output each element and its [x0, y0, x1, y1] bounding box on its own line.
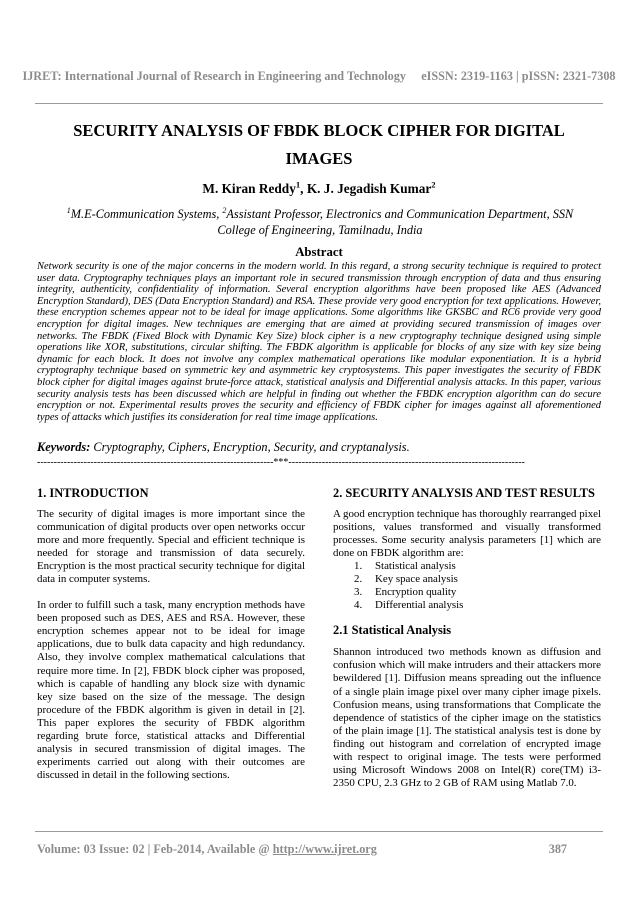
running-footer — [37, 842, 567, 857]
list-item — [354, 599, 601, 612]
list-item — [354, 560, 601, 573]
list-text: Differential analysis — [375, 599, 464, 612]
footer-divider — [35, 831, 603, 832]
list-number: 2. — [354, 573, 363, 586]
author-name: K. J. Jegadish Kumar — [306, 181, 432, 196]
paragraph: The security of digital images is more important since the communication of digital products over open networks occur more and more frequently. Special and efficient technique is needed for storage and transmission of data securely. Encryption is the most practical security technique for digital data in computer systems. — [37, 508, 305, 586]
abstract-heading: Abstract — [295, 245, 343, 259]
subsection-heading: 2.1 Statistical Analysis — [333, 623, 452, 638]
section-separator: -----------------------------------------------------------------------***----------------------------------------------------------------------- — [37, 457, 525, 468]
affiliation-text: Assistant Professor, Electronics and Communication Department, SSN College of Engineering, Tamilnadu, India — [217, 207, 574, 237]
affiliation-text: M.E-Communication Systems, — [70, 207, 223, 221]
section-heading: 1. INTRODUCTION — [37, 486, 149, 500]
abstract-body: Network security is one of the major concerns in the modern world. In this regard, a strong security technique is required to protect user data. Cryptography techniques plays an important role in secured transmission through encryption of data and thus ensuring integrity, authenticity, confidentiality of information. Several encryption algorithms have been proposed like AES (Advanced Encryption Standard), DES (Data Encryption Standard) and RSA. These provide very good encryption for text applications. However, these encryption schemes appear not to be ideal for image applications. Some algorithms like GKSBC and RC6 provide very good encryption for digital images. New techniques are emerging that are aimed at providing secured transmission of images over networks. The FBDK (Fixed Block with Dynamic Key Size) block cipher is a new cryptography technique designed using simple operations like XOR, substitutions, circular shifting. The FBDK algorithm is applicable for blocks of any size with key size being dynamic for each block. It does not involve any complex mathematical operations like modular exponentiation. It is a hybrid cryptography technique based on symmetric key and asymmetric key cryptosystems. This paper investigates the security of FBDK block cipher for digital images against brute-force attack, statistical analysis and Differential analysis attacks. In this paper, various security analysis tests has been discussed which are helpful in finding out whether the FBDK encryption algorithm can do secure encryption or not. Experimental results proves the security and efficiency of FBDK cipher for images against all aforementioned types of attacks which justifies its consideration for real time image applications. — [37, 261, 601, 423]
author-separator: , — [300, 181, 307, 196]
journal-name: IJRET: International Journal of Research in Engineering and Technology — [22, 69, 406, 83]
running-header — [0, 69, 638, 84]
author-superscript: 2 — [431, 179, 436, 190]
section-heading: 2. SECURITY ANALYSIS AND TEST RESULTS — [333, 486, 595, 500]
paragraph: In order to fulfill such a task, many encryption methods have been proposed such as DES, AES and RSA. However, these encryption schemes appear not to be ideal for image applications, due to bulk data capacity and high redundancy. Also, they involve complex mathematical calculations that require more time. In [2], FBDK block cipher was proposed, which is capable of handling any block size with dynamic key size based on the size of the message. The design procedure of the FBDK algorithm is given in detail in [2]. This paper explores the security of FBDK algorithm regarding brute force, statistical attacks and Differential analysis in secured transmission of digital images. The experiments carried out along with their outcomes are discussed in detail in the following sections. — [37, 599, 305, 781]
list-number: 3. — [354, 586, 363, 599]
list-text: Statistical analysis — [375, 560, 456, 573]
header-divider — [35, 103, 603, 104]
list-number: 4. — [354, 599, 363, 612]
affiliation-superscript: 2 — [222, 205, 227, 215]
list-number: 1. — [354, 560, 363, 573]
author-superscript: 1 — [295, 179, 301, 190]
page-number: 387 — [548, 842, 567, 856]
keywords-text: Cryptography, Ciphers, Encryption, Security, and cryptanalysis. — [90, 440, 410, 454]
list-item — [354, 573, 601, 586]
footer-volume-text: Volume: 03 Issue: 02 | Feb-2014, Available @ — [37, 842, 273, 856]
journal-url-link[interactable]: http://www.ijret.org — [272, 842, 377, 856]
affiliation-superscript: 1 — [66, 205, 71, 215]
list-text: Key space analysis — [375, 573, 458, 586]
footer-volume — [37, 842, 377, 857]
list-item — [354, 586, 601, 599]
list-text: Encryption quality — [375, 586, 457, 599]
left-column — [37, 486, 305, 782]
right-column — [333, 486, 601, 790]
analysis-list — [354, 560, 601, 612]
paragraph: A good encryption technique has thoroughly rearranged pixel positions, values transformed and visually transformed processes. Some security analysis parameters [1] which are done on FBDK algorithm are: — [333, 508, 601, 560]
affiliation — [50, 206, 590, 238]
paper-title: SECURITY ANALYSIS OF FBDK BLOCK CIPHER FOR DIGITAL IMAGES — [73, 121, 565, 168]
author-name: M. Kiran Reddy — [202, 181, 296, 196]
author-line — [0, 181, 638, 197]
paragraph: Shannon introduced two methods known as diffusion and confusion which will make intruders and their attackers more bewildered [1]. Diffusion means spreading out the influence of a single plain image pixel over many cipher image pixels. Confusion means, using transformations that Complicate the dependence of statistics of the cipher image on the statistics of the plain image [1]. The statistical analysis test is done by finding out histogram and correlation of encrypted image with respect to original image. The tests were performed using Microsoft Windows 2008 on Intel(R) core(TM) i3-2350 CPU, 2.3 GHz to 2 GB of RAM using Matlab 7.0. — [333, 646, 601, 789]
issn-text: eISSN: 2319-1163 | pISSN: 2321-7308 — [421, 69, 616, 83]
keywords — [37, 440, 601, 455]
keywords-label: Keywords: — [37, 440, 91, 454]
